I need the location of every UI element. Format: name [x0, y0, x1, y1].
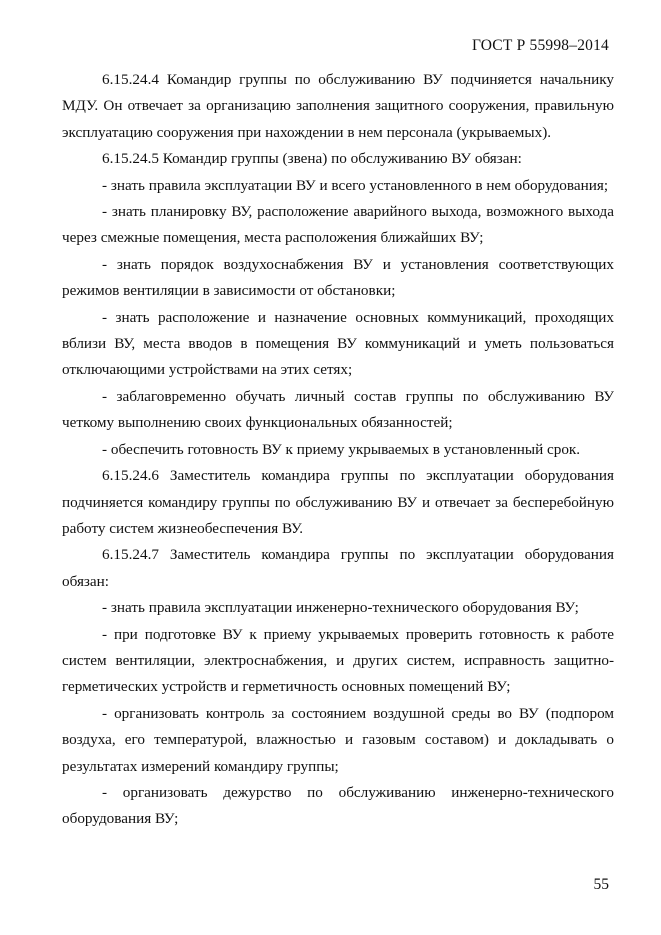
list-item: - при подготовке ВУ к приему укрываемых проверить готовность к работе систем вентиляции, электроснабжения, и других систем, исправность защитно-герметических устройств и герметичность основных помещений ВУ;	[62, 625, 614, 696]
document-header: ГОСТ Р 55998–2014	[471, 37, 609, 54]
list-item: - заблаговременно обучать личный состав группы по обслуживанию ВУ четкому выполнению своих функциональных обязанностей;	[62, 387, 614, 432]
list-item: - знать правила эксплуатации ВУ и всего установленного в нем оборудования;	[102, 176, 609, 194]
paragraph: 6.15.24.4 Командир группы по обслуживанию ВУ подчиняется начальнику МДУ. Он отвечает за организацию заполнения защитного сооружения, правильную эксплуатацию сооружения при нахождении в нем персонала (укрываемых).	[62, 71, 614, 141]
paragraph: 6.15.24.7 Заместитель командира группы по эксплуатации оборудования обязан:	[62, 546, 614, 590]
document-body	[62, 67, 614, 833]
list-item: - знать расположение и назначение основных коммуникаций, проходящих вблизи ВУ, места вводов в помещения ВУ коммуникаций и уметь пользоваться отключающими устройствами на этих сетях;	[62, 308, 614, 379]
list-item: - организовать дежурство по обслуживанию инженерно-технического оборудования ВУ;	[62, 783, 614, 828]
list-item: - знать планировку ВУ, расположение аварийного выхода, возможного выхода через смежные помещения, места расположения ближайших ВУ;	[62, 203, 614, 247]
list-item: - знать правила эксплуатации инженерно-технического оборудования ВУ;	[102, 599, 579, 617]
list-item: - знать порядок воздухоснабжения ВУ и установления соответствующих режимов вентиляции в зависимости от обстановки;	[62, 255, 614, 300]
list-item: - обеспечить готовность ВУ к приему укрываемых в установленный срок.	[102, 440, 581, 458]
page-number: 55	[593, 876, 609, 893]
paragraph: 6.15.24.6 Заместитель командира группы по эксплуатации оборудования подчиняется командиру группы по обслуживанию ВУ и отвечает за бесперебойную работу систем жизнеобеспечения ВУ.	[62, 467, 614, 537]
list-item: - организовать контроль за состоянием воздушной среды во ВУ (подпором воздуха, его температурой, влажностью и газовым составом) и докладывать о результатах измерений командиру группы;	[62, 704, 614, 775]
paragraph: 6.15.24.5 Командир группы (звена) по обслуживанию ВУ обязан:	[102, 150, 522, 168]
